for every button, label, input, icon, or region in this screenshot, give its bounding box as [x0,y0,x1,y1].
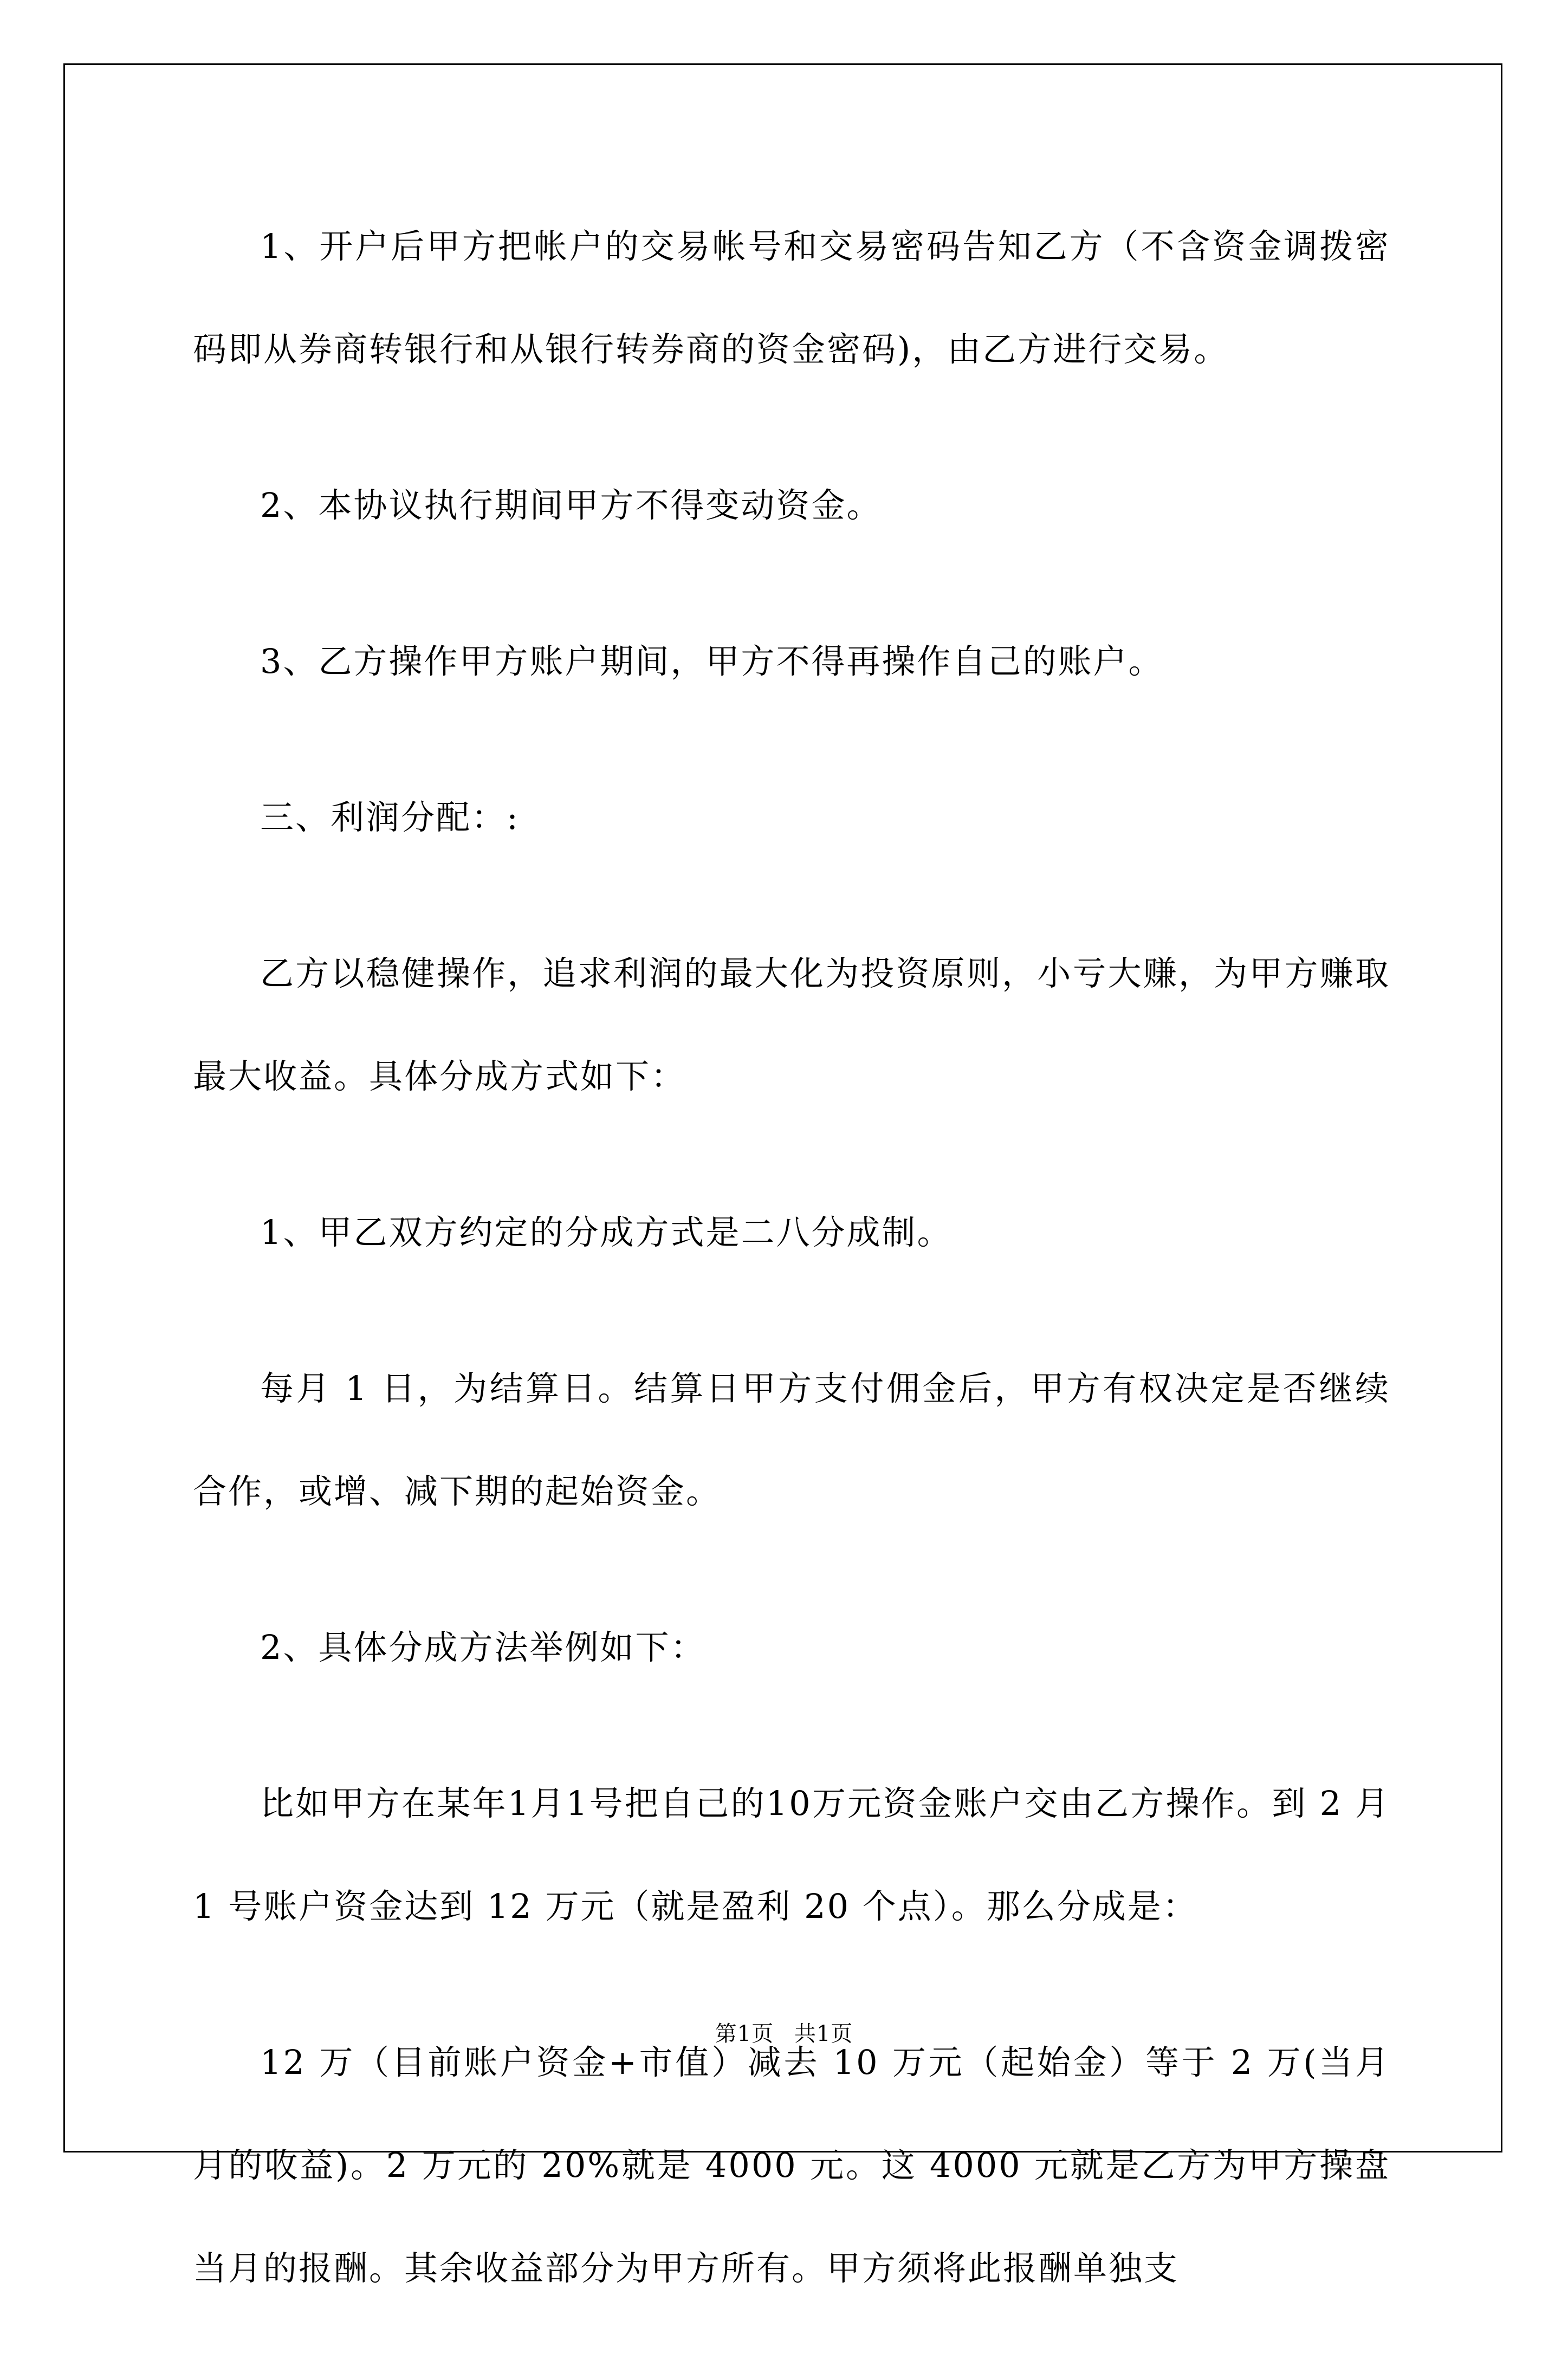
paragraph-3: 3、乙方操作甲方账户期间，甲方不得再操作自己的账户。 [260,641,1164,681]
paragraph-5: 乙方以稳健操作，追求利润的最大化为投资原则，小亏大赚，为甲方赚取最大收益。具体分成方式如下： [193,954,1390,1096]
page-number-total: 共1页 [794,2021,853,2046]
paragraph-7: 每月 1 日，为结算日。结算日甲方支付佣金后，甲方有权决定是否继续合作，或增、减下期的起始资金。 [193,1369,1390,1511]
page-number-current: 第1页 [715,2021,774,2046]
paragraph-8: 2、具体分成方法举例如下： [260,1628,706,1667]
paragraph-1: 1、开户后甲方把帐户的交易帐号和交易密码告知乙方（不含资金调拨密码即从券商转银行和从银行转券商的资金密码)，由乙方进行交易。 [193,226,1390,369]
section-heading-profit-distribution: 三、利润分配：: [260,798,520,837]
paragraph-10: 12 万（目前账户资金+市值）减去 10 万元（起始金）等于 2 万(当月月的收益)。2 万元的 20%就是 4000 元。这 4000 元就是乙方为甲方操盘当月的报酬。其余收益部分为甲方所有。甲方须将此报酬单独支 [193,2043,1390,2288]
paragraph-2: 2、本协议执行期间甲方不得变动资金。 [260,485,882,525]
paragraph-6: 1、甲乙双方约定的分成方式是二八分成制。 [260,1213,953,1252]
page-footer [0,2017,1568,2047]
paragraph-9: 比如甲方在某年1月1号把自己的10万元资金账户交由乙方操作。到 2 月 1 号账户资金达到 12 万元（就是盈利 20 个点）。那么分成是： [193,1784,1390,1926]
